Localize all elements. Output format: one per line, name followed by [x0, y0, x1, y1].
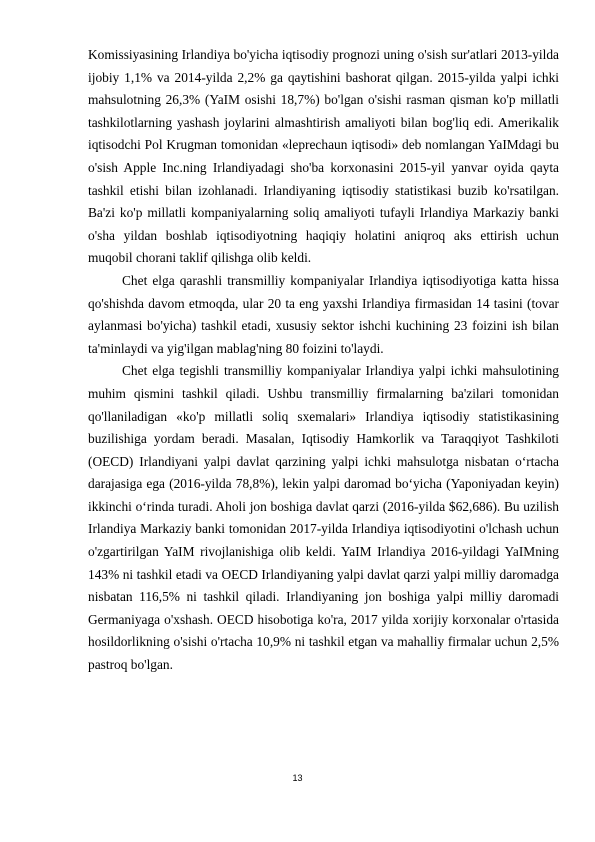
- paragraph-3: Chet elga tegishli transmilliy kompaniyalar Irlandiya yalpi ichki mahsulotining muhim qismini tashkil qiladi. Ushbu transmilliy firmalarning ba'zilari tomonidan qo'llaniladigan «ko'p millatli soliq sxemalari» Irlandiya iqtisodiy statistikasining buzilishiga yordam beradi. Masalan, Iqtisodiy Hamkorlik va Taraqqiyot Tashkiloti (OECD) Irlandiyani yalpi davlat qarzining yalpi ichki mahsulotga nisbatan o‘rtacha darajasiga ega (2016-yilda 78,8%), lekin yalpi daromad bo‘yicha (Yaponiyadan keyin) ikkinchi o‘rinda turadi. Aholi jon boshiga davlat qarzi (2016-yilda $62,686). Bu uzilish Irlandiya Markaziy banki tomonidan 2017-yilda Irlandiya iqtisodiyotini o'lchash uchun o'zgartirilgan YaIM rivojlanishiga olib keldi. YaIM Irlandiya 2016-yildagi YaIMning 143% ni tashkil etadi va OECD Irlandiyaning yalpi davlat qarzi yalpi milliy daromadga nisbatan 116,5% ni tashkil qiladi. Irlandiyaning jon boshiga yalpi milliy daromadi Germaniyaga o'xshash. OECD hisobotiga ko'ra, 2017 yilda xorijiy korxonalar o'rtasida hosildorlikning o'sishi o'rtacha 10,9% ni tashkil etgan va mahalliy firmalar uchun 2,5% pastroq bo'lgan.: [88, 363, 559, 673]
- page-number: 13: [292, 773, 303, 783]
- paragraph-1: Komissiyasining Irlandiya bo'yicha iqtisodiy prognozi uning o'sish sur'atlari 2013-yilda ijobiy 1,1% va 2014-yilda 2,2% ga qaytishini bashorat qilgan. 2015-yilda yalpi ichki mahsulotning 26,3% (YaIM osishi 18,7%) bo'lgan o'sishi rasman qisman ko'p millatli tashkilotlarning yashash joylarini almashtirish amaliyoti bilan bog'liq edi. Amerikalik iqtisodchi Pol Krugman tomonidan «leprechaun iqtisodi» deb nomlangan YaIMdagi bu o'sish Apple Inc.ning Irlandiyadagi sho'ba korxonasini 2015-yil yanvar oyida qayta tashkil etishi bilan izohlanadi. Irlandiyaning iqtisodiy statistikasi buzib ko'rsatilgan. Ba'zi ko'p millatli kompaniyalarning soliq amaliyoti tufayli Irlandiya Markaziy banki o'sha yildan boshlab iqtisodiyotning haqiqiy holatini aniqroq aks ettirish uchun muqobil chorani taklif qilishga olib keldi.: [88, 47, 559, 266]
- paragraph-2: Chet elga qarashli transmilliy kompaniyalar Irlandiya iqtisodiyotiga katta hissa qo'shishda davom etmoqda, ular 20 ta eng yaxshi Irlandiya firmasidan 14 tasini (tovar aylanmasi bo'yicha) tashkil etadi, xususiy sektor ishchi kuchining 23 foizini ish bilan ta'minlaydi va yig'ilgan mablag'ning 80 foizini to'laydi.: [88, 272, 559, 356]
- document-page: [88, 44, 559, 677]
